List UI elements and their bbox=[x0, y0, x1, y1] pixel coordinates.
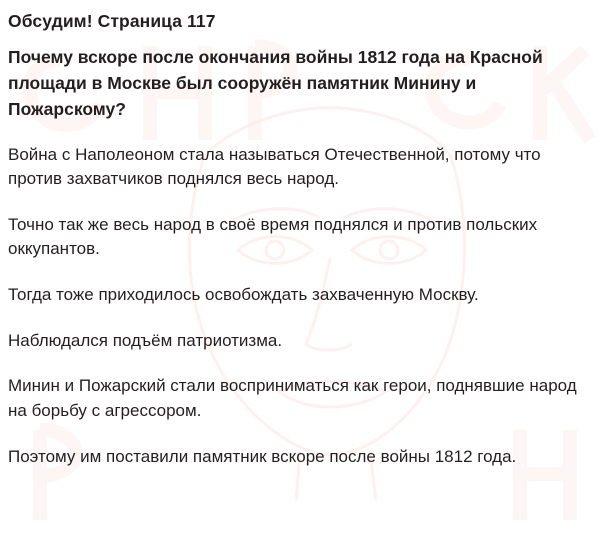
answer-paragraph-4: Наблюдался подъём патриотизма. bbox=[8, 330, 283, 350]
page-title: Обсудим! Страница 117 bbox=[8, 11, 216, 31]
answer-paragraph-1: Война с Наполеоном стала называться Отечественной, потому что против захватчиков поднялся весь народ. bbox=[8, 144, 541, 189]
answer-paragraph-5: Минин и Пожарский стали восприниматься как герои, поднявшие народ на борьбу с агрессором. bbox=[8, 376, 577, 421]
answer-paragraph-6: Поэтому им поставили памятник вскоре после войны 1812 года. bbox=[8, 446, 517, 466]
question-text: Почему вскоре после окончания войны 1812 года на Красной площади в Москве был сооружён памятник Минину и Пожарскому? bbox=[8, 47, 543, 119]
answer-paragraph-2: Точно так же весь народ в своё время поднялся и против польских оккупантов. bbox=[8, 214, 538, 259]
answer-paragraph-3: Тогда тоже приходилось освобождать захваченную Москву. bbox=[8, 285, 479, 305]
